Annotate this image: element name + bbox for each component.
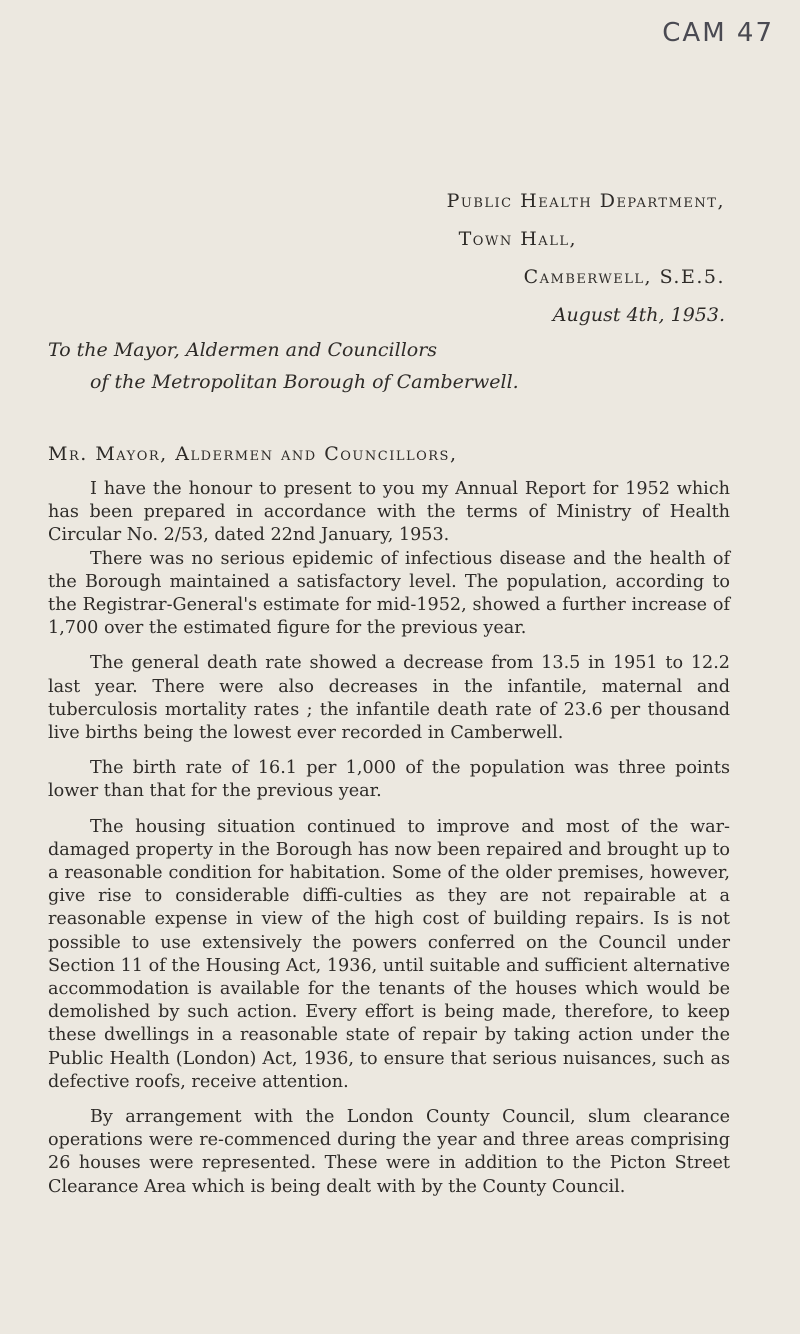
paragraph: By arrangement with the London County Council, slum clearance operations were re-commenced during the year and three areas comprising 26 houses were represented. These were in addition to the Picton Street Clearance Area which is being dealt with by the County Council.: [48, 1107, 730, 1197]
paragraph: The general death rate showed a decrease from 13.5 in 1951 to 12.2 last year. There were also decreases in the infantile, maternal and tuberculosis mortality rates ; the infantile death rate of 23.6 per thousand live births being the lowest ever recorded in Camberwell.: [48, 653, 730, 744]
salutation: Mr. Mayor, Aldermen and Councillors,: [48, 443, 458, 465]
address-line-town-hall: Town Hall,: [458, 228, 577, 250]
sender-address: [447, 182, 725, 334]
handwritten-reference: CAM 47: [662, 18, 774, 48]
address-line-borough: Camberwell, S.E.5.: [523, 266, 725, 288]
letter-body: [48, 478, 730, 1199]
paragraph: The birth rate of 16.1 per 1,000 of the population was three points lower than that for the previous year.: [48, 758, 730, 802]
recipient-line-2: of the Metropolitan Borough of Camberwell.: [90, 371, 519, 393]
paragraph: The housing situation continued to improve and most of the war-damaged property in the Borough has now been repaired and brought up to a reasonable condition for habitation. Some of the older premises, however, give rise to considerable diffi-culties as they are not repairable at a reasonable expense in view of the high cost of building repairs. Is is not possible to use extensively the powers conferred on the Council under Section 11 of the Housing Act, 1936, until suitable and sufficient alternative accommodation is available for the tenants of the houses which would be demolished by such action. Every effort is being made, therefore, to keep these dwellings in a reasonable state of repair by taking action under the Public Health (London) Act, 1936, to ensure that serious nuisances, such as defective roofs, receive attention.: [48, 816, 730, 1092]
recipient-line-1: To the Mayor, Aldermen and Councillors: [48, 339, 438, 361]
letter-date: August 4th, 1953.: [552, 304, 725, 326]
paragraph: There was no serious epidemic of infectious disease and the health of the Borough maintained a satisfactory level. The population, according to the Registrar-General's estimate for mid-1952, showed a further increase of 1,700 over the estimated figure for the previous year.: [48, 548, 730, 639]
recipient-block: [48, 334, 519, 398]
paragraph: I have the honour to present to you my Annual Report for 1952 which has been prepared in accordance with the terms of Ministry of Health Circular No. 2/53, dated 22nd January, 1953.: [48, 479, 730, 546]
address-line-department: Public Health Department,: [446, 190, 725, 212]
